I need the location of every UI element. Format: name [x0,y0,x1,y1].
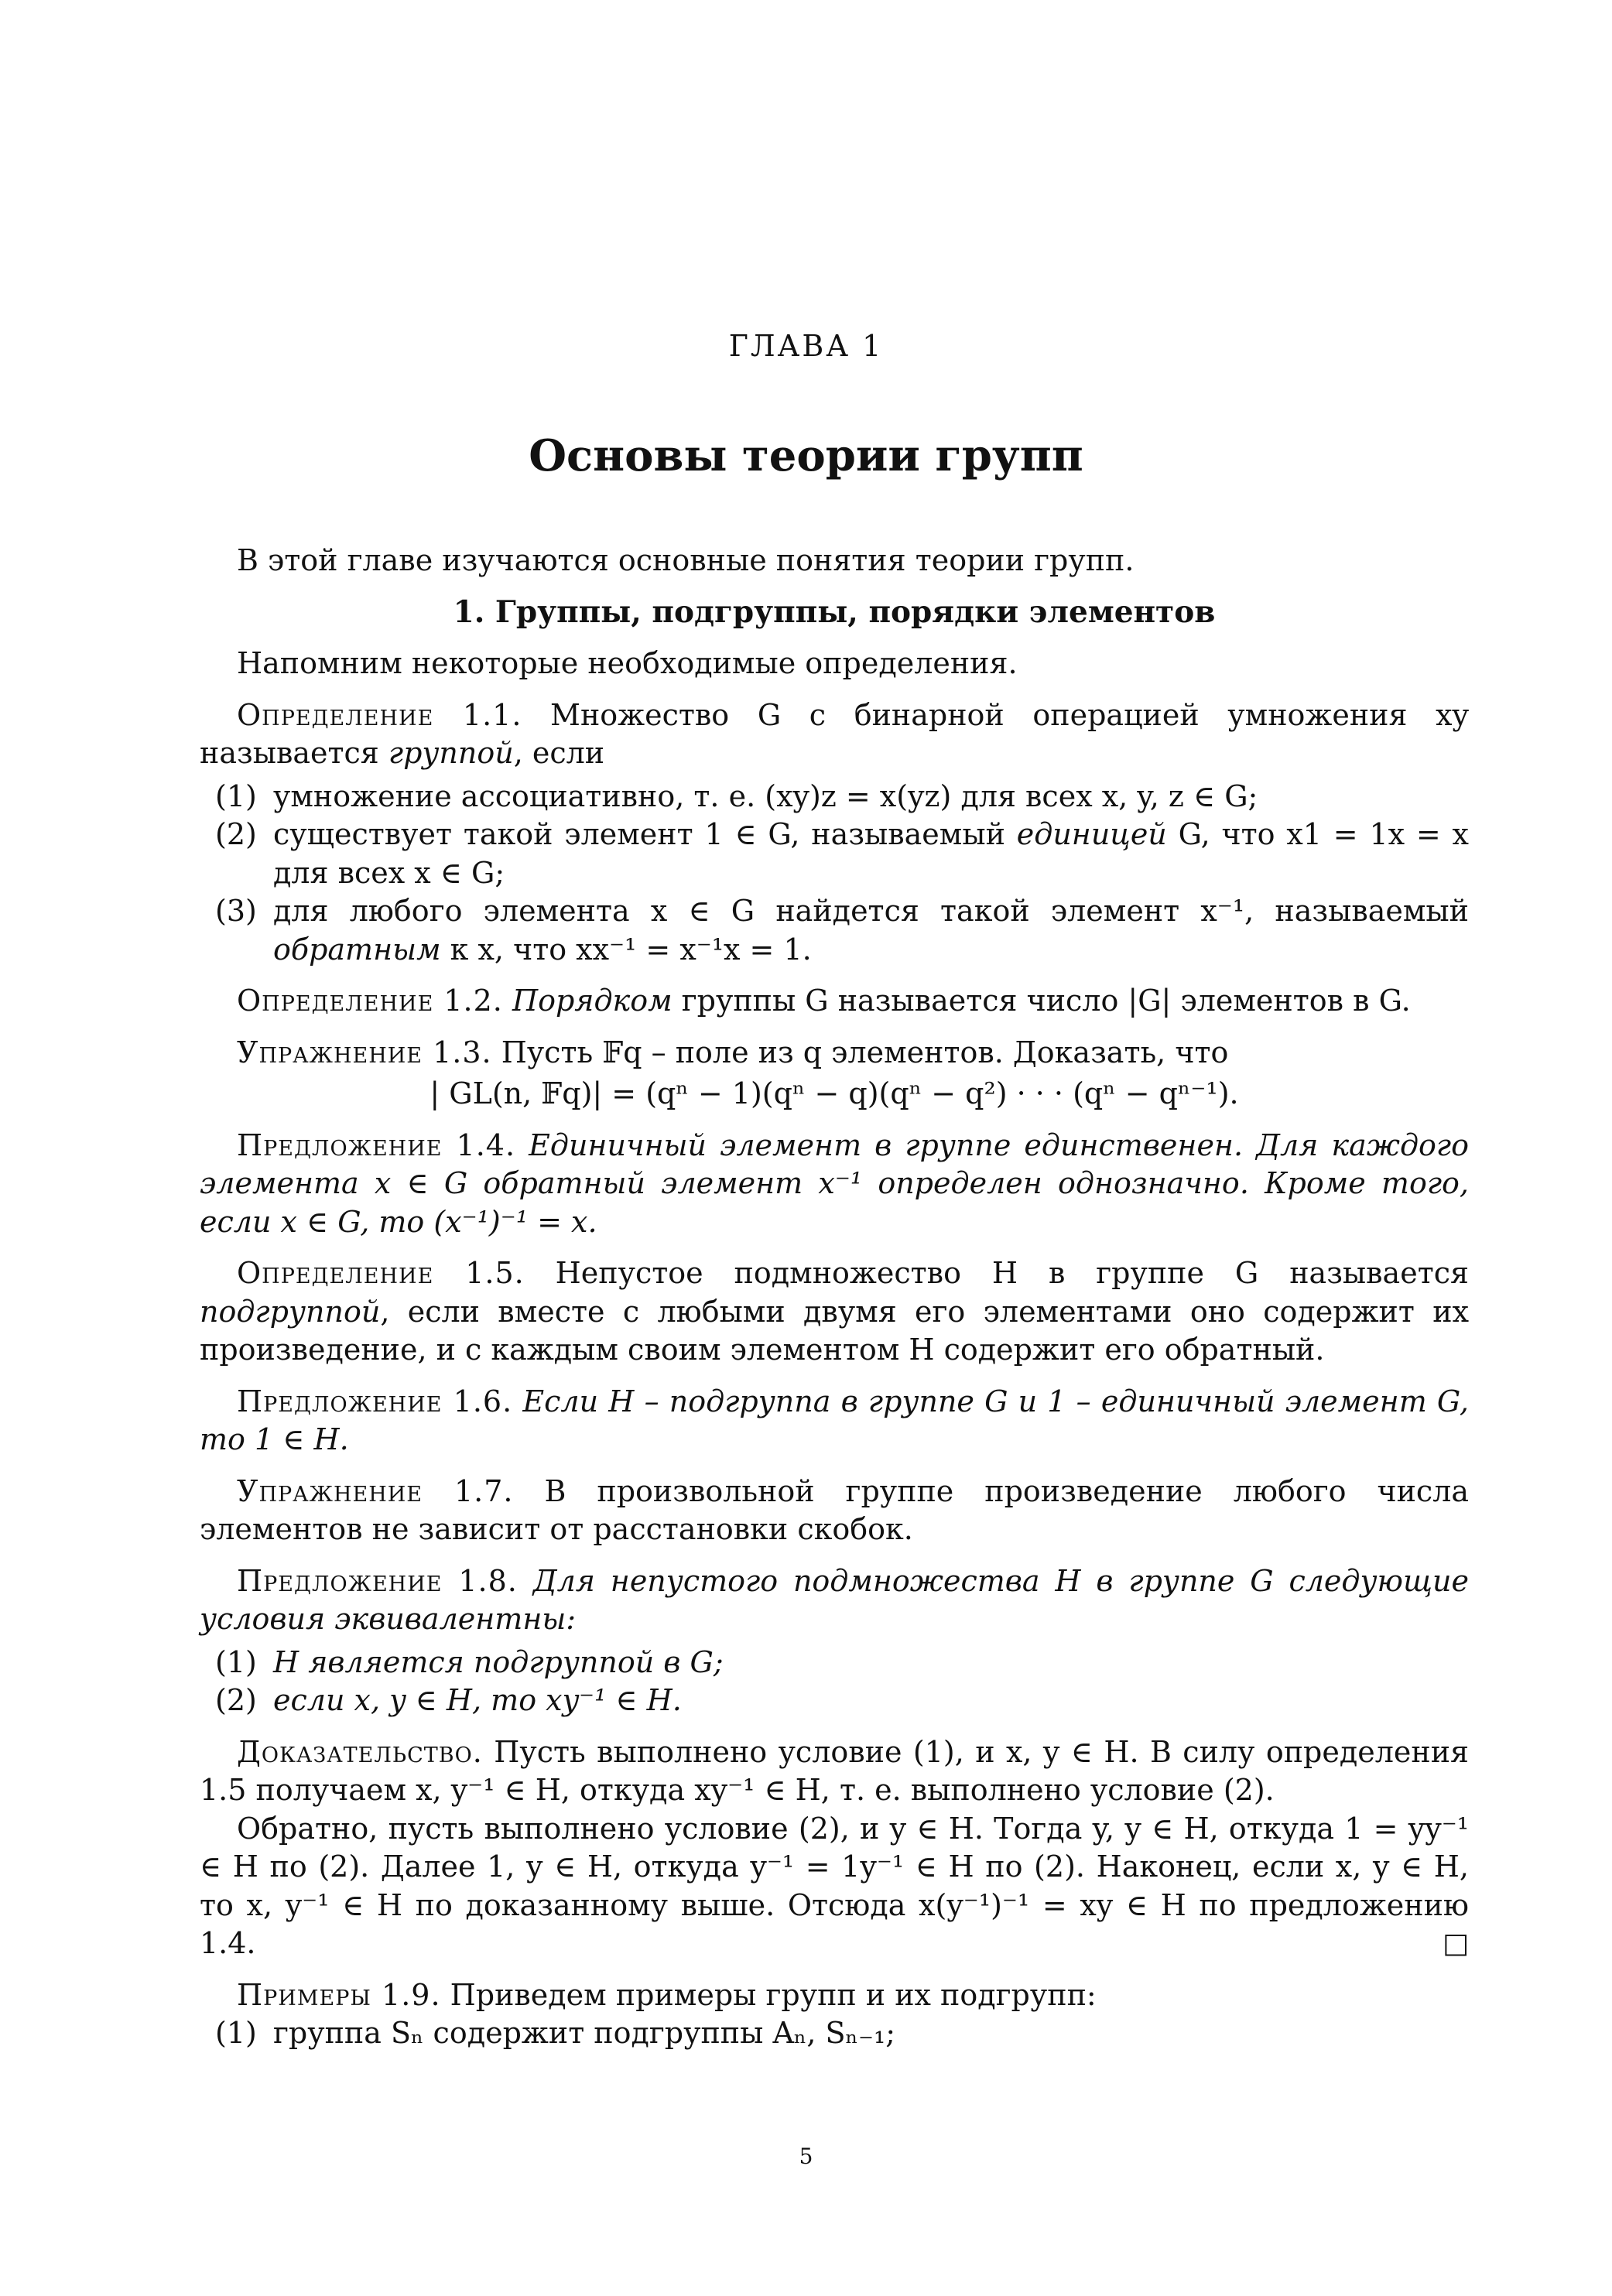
definition-head: Определение 1.5. [237,1256,525,1290]
proof-text: Пусть выполнено условие (1), и x, y ∈ H. В силу определения 1.5 получаем x, y⁻¹ ∈ H, откуда xy⁻¹ ∈ H, т. е. выполнено условие (2). [200,1734,1469,1807]
proposition-head: Предложение 1.6. [237,1384,513,1418]
proposition-head: Предложение 1.8. [237,1563,518,1598]
list-marker: (1) [215,778,257,813]
definition-1-1-list [200,778,1469,970]
list-marker: (2) [215,817,257,851]
list-item-text: для любого элемента x ∈ G найдется такой элемент x⁻¹, называемый [273,894,1469,928]
list-item [200,816,1469,892]
definition-text: Непустое подмножество H в группе G называется [524,1256,1469,1290]
definition-text-end: , если вместе с любыми двумя его элементами оно содержит их произведение, и с каждым своим элементом H содержит его обратный. [200,1294,1469,1367]
proposition-head: Предложение 1.4. [237,1127,516,1162]
definition-1-1 [200,696,1469,773]
proof-text: Обратно, пусть выполнено условие (2), и y ∈ H. Тогда y, y ∈ H, откуда 1 = yy⁻¹ ∈ H по (2). Далее 1, y ∈ H, откуда y⁻¹ = 1y⁻¹ ∈ H по (2). Наконец, если x, y ∈ H, то x, y⁻¹ ∈ H по доказанному выше. Отсюда x(y⁻¹)⁻¹ = xy ∈ H по предложению 1.4. [200,1811,1469,1960]
exercise-1-7 [200,1473,1469,1549]
list-item [200,2014,1469,2053]
proposition-text: Для непустого подмножества H в группе G следующие условия эквивалентны: [200,1563,1469,1636]
examples-1-9 [200,1976,1469,2015]
list-item-text: группа Sₙ содержит подгруппы Aₙ, Sₙ₋₁; [273,2016,896,2050]
list-item-text: существует такой элемент 1 ∈ G, называемый [273,817,1017,851]
list-item-term: обратным [273,932,441,967]
definition-head: Определение 1.2. [237,984,503,1018]
list-item [200,892,1469,969]
exercise-1-3 [200,1034,1469,1073]
list-item-text-end: G, что x1 = 1x = x для всех x ∈ G; [273,817,1469,890]
examples-list [200,2014,1469,2053]
proposition-text: Если H – подгруппа в группе G и 1 – единичный элемент G, то 1 ∈ H. [200,1384,1469,1456]
list-marker: (1) [215,2016,257,2050]
body-text [200,542,1469,2066]
list-item [200,1682,1469,1720]
proof-paragraph-1 [200,1733,1469,1810]
exercise-text: В произвольной группе произведение любого числа элементов не зависит от расстановки скобок. [200,1473,1469,1546]
definition-1-2 [200,982,1469,1021]
exercise-head: Упражнение 1.3. [237,1035,492,1069]
definition-term: Порядком [512,984,673,1018]
definition-1-5 [200,1254,1469,1370]
proposition-1-8 [200,1562,1469,1639]
intro-paragraph [200,542,1469,580]
page-number: 5 [799,2144,813,2169]
qed-symbol: □ [1442,1928,1469,1959]
section-lead [200,645,1469,683]
definition-head: Определение 1.1. [237,697,522,732]
chapter-title: Основы теории групп [529,430,1083,481]
exercise-head: Упражнение 1.7. [237,1473,514,1508]
list-marker: (3) [215,894,257,928]
proposition-1-6 [200,1383,1469,1459]
list-item-text: умножение ассоциативно, т. е. (xy)z = x(yz) для всех x, y, z ∈ G; [273,778,1258,813]
list-marker: (1) [215,1644,257,1679]
definition-text-end: , если [513,736,605,770]
list-marker: (2) [215,1683,257,1717]
proof-paragraph-2 [200,1810,1469,1963]
proof-head: Доказательство. [237,1734,483,1769]
proposition-1-4 [200,1127,1469,1242]
list-item-text: если x, y ∈ H, то xy⁻¹ ∈ H. [273,1683,682,1717]
section-title: 1. Группы, подгруппы, порядки элементов [453,594,1216,630]
examples-head: Примеры 1.9. [237,1977,441,2012]
display-formula: | GL(n, 𝔽q)| = (qⁿ − 1)(qⁿ − q)(qⁿ − q²) · · · (qⁿ − qⁿ⁻¹). [430,1076,1239,1110]
definition-text: Множество G с бинарной операцией умножения xy называется [200,697,1469,770]
list-item-term: единицей [1016,817,1167,851]
chapter-label: ГЛАВА 1 [728,329,884,363]
list-item-text-end: к x, что xx⁻¹ = x⁻¹x = 1. [440,932,812,967]
list-item [200,778,1469,816]
list-item [200,1644,1469,1682]
list-item-text: H является подгруппой в G; [273,1644,724,1679]
section-lead-text: Напомним некоторые необходимые определения. [237,646,1018,680]
proposition-1-8-list [200,1644,1469,1720]
definition-term: группой [388,736,514,770]
intro-text: В этой главе изучаются основные понятия теории групп. [237,543,1135,577]
definition-text: группы G называется число |G| элементов в G. [672,984,1411,1018]
definition-term: подгруппой [200,1294,381,1329]
exercise-text: Пусть 𝔽q – поле из q элементов. Доказать, что [491,1035,1229,1069]
examples-text: Приведем примеры групп и их подгрупп: [440,1977,1097,2012]
proposition-text: Единичный элемент в группе единственен. Для каждого элемента x ∈ G обратный элемент x⁻¹ определен однозначно. Кроме того, если x ∈ G, то (x⁻¹)⁻¹ = x. [200,1127,1469,1239]
